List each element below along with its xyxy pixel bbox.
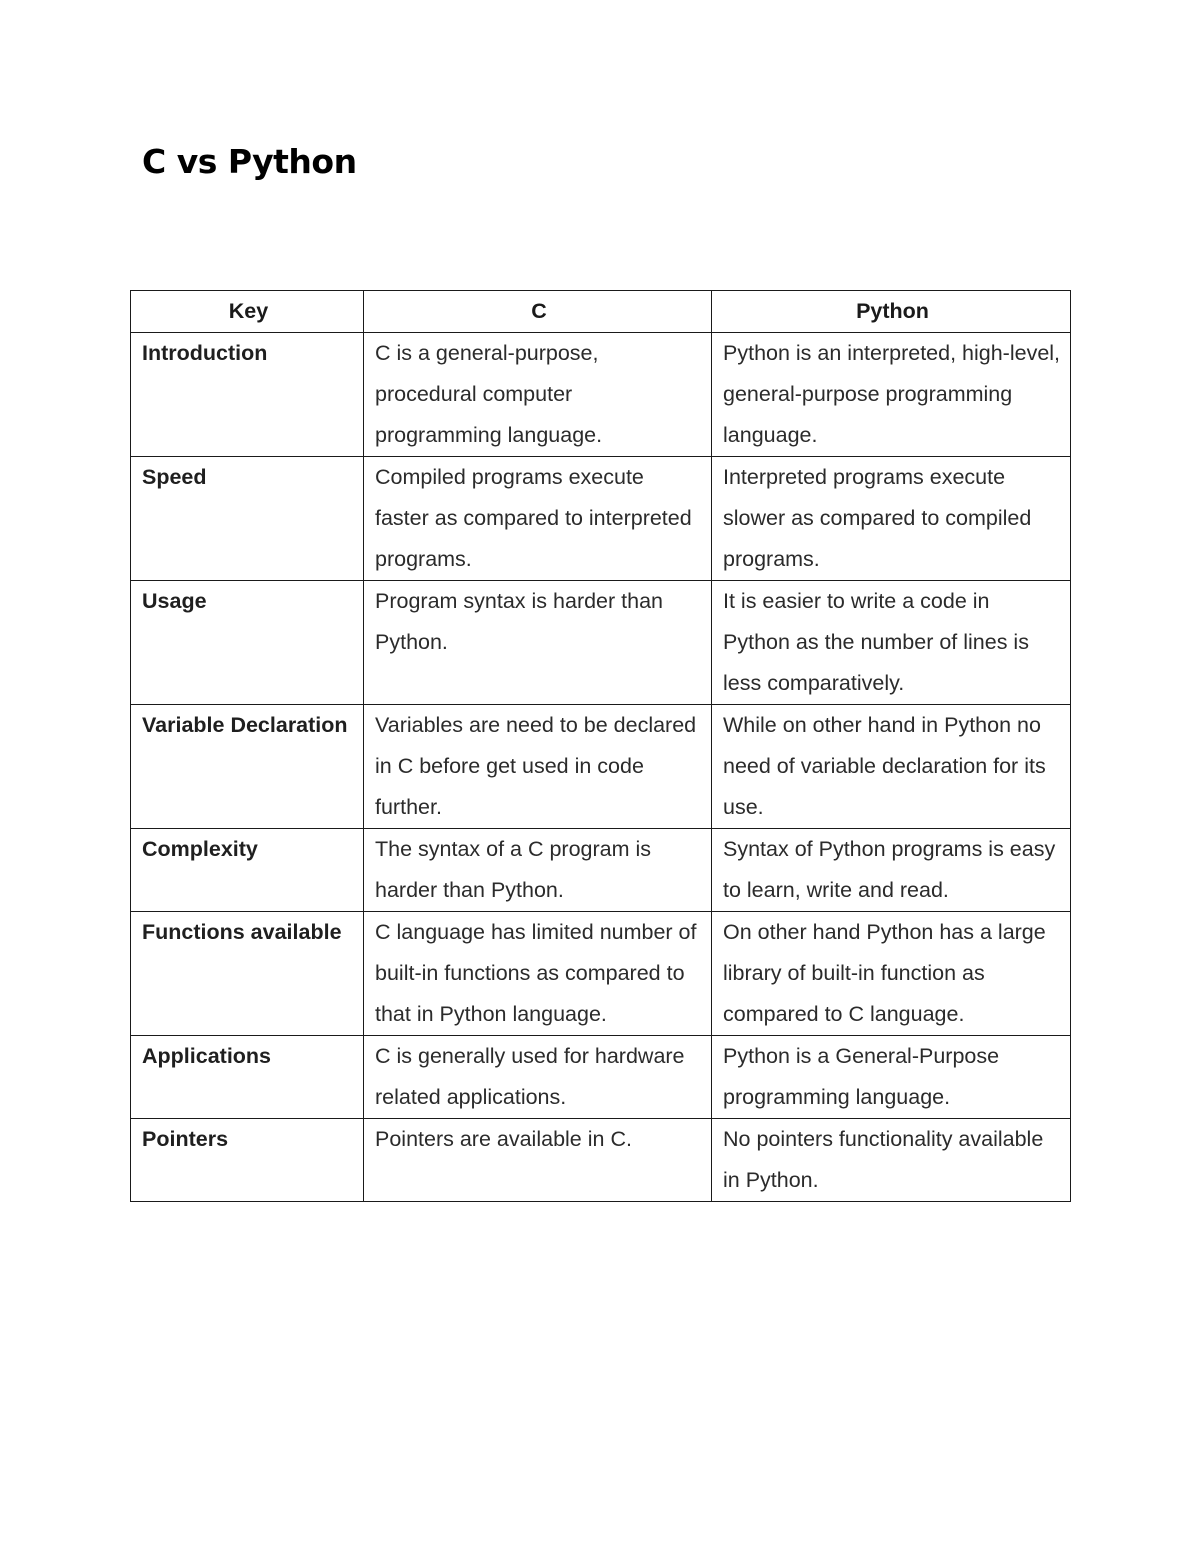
table-row — [131, 457, 1071, 581]
table-header-row — [131, 291, 1071, 333]
table-row — [131, 829, 1071, 912]
row-key: Variable Declaration — [131, 705, 364, 829]
table-row — [131, 1119, 1071, 1202]
row-key: Introduction — [131, 333, 364, 457]
header-c: C — [364, 291, 712, 333]
row-python-value: It is easier to write a code in Python as the number of lines is less comparatively. — [712, 581, 1071, 705]
header-key: Key — [131, 291, 364, 333]
row-key: Usage — [131, 581, 364, 705]
row-key: Complexity — [131, 829, 364, 912]
row-key: Functions available — [131, 912, 364, 1036]
table-row — [131, 333, 1071, 457]
row-python-value: While on other hand in Python no need of variable declaration for its use. — [712, 705, 1071, 829]
row-python-value: Syntax of Python programs is easy to learn, write and read. — [712, 829, 1071, 912]
row-c-value: The syntax of a C program is harder than Python. — [364, 829, 712, 912]
header-python: Python — [712, 291, 1071, 333]
table-row — [131, 1036, 1071, 1119]
row-c-value: Pointers are available in C. — [364, 1119, 712, 1202]
row-c-value: C language has limited number of built-in functions as compared to that in Python language. — [364, 912, 712, 1036]
row-python-value: On other hand Python has a large library of built-in function as compared to C language. — [712, 912, 1071, 1036]
row-python-value: Python is a General-Purpose programming language. — [712, 1036, 1071, 1119]
row-c-value: C is a general-purpose, procedural computer programming language. — [364, 333, 712, 457]
row-c-value: Program syntax is harder than Python. — [364, 581, 712, 705]
row-c-value: Variables are need to be declared in C before get used in code further. — [364, 705, 712, 829]
row-key: Speed — [131, 457, 364, 581]
table-row — [131, 581, 1071, 705]
row-python-value: Python is an interpreted, high-level, general-purpose programming language. — [712, 333, 1071, 457]
table-row — [131, 705, 1071, 829]
row-python-value: Interpreted programs execute slower as compared to compiled programs. — [712, 457, 1071, 581]
table-row — [131, 912, 1071, 1036]
row-c-value: Compiled programs execute faster as compared to interpreted programs. — [364, 457, 712, 581]
row-key: Applications — [131, 1036, 364, 1119]
row-c-value: C is generally used for hardware related applications. — [364, 1036, 712, 1119]
row-python-value: No pointers functionality available in Python. — [712, 1119, 1071, 1202]
page-title: C vs Python — [142, 142, 357, 181]
row-key: Pointers — [131, 1119, 364, 1202]
comparison-table — [130, 290, 1071, 1202]
